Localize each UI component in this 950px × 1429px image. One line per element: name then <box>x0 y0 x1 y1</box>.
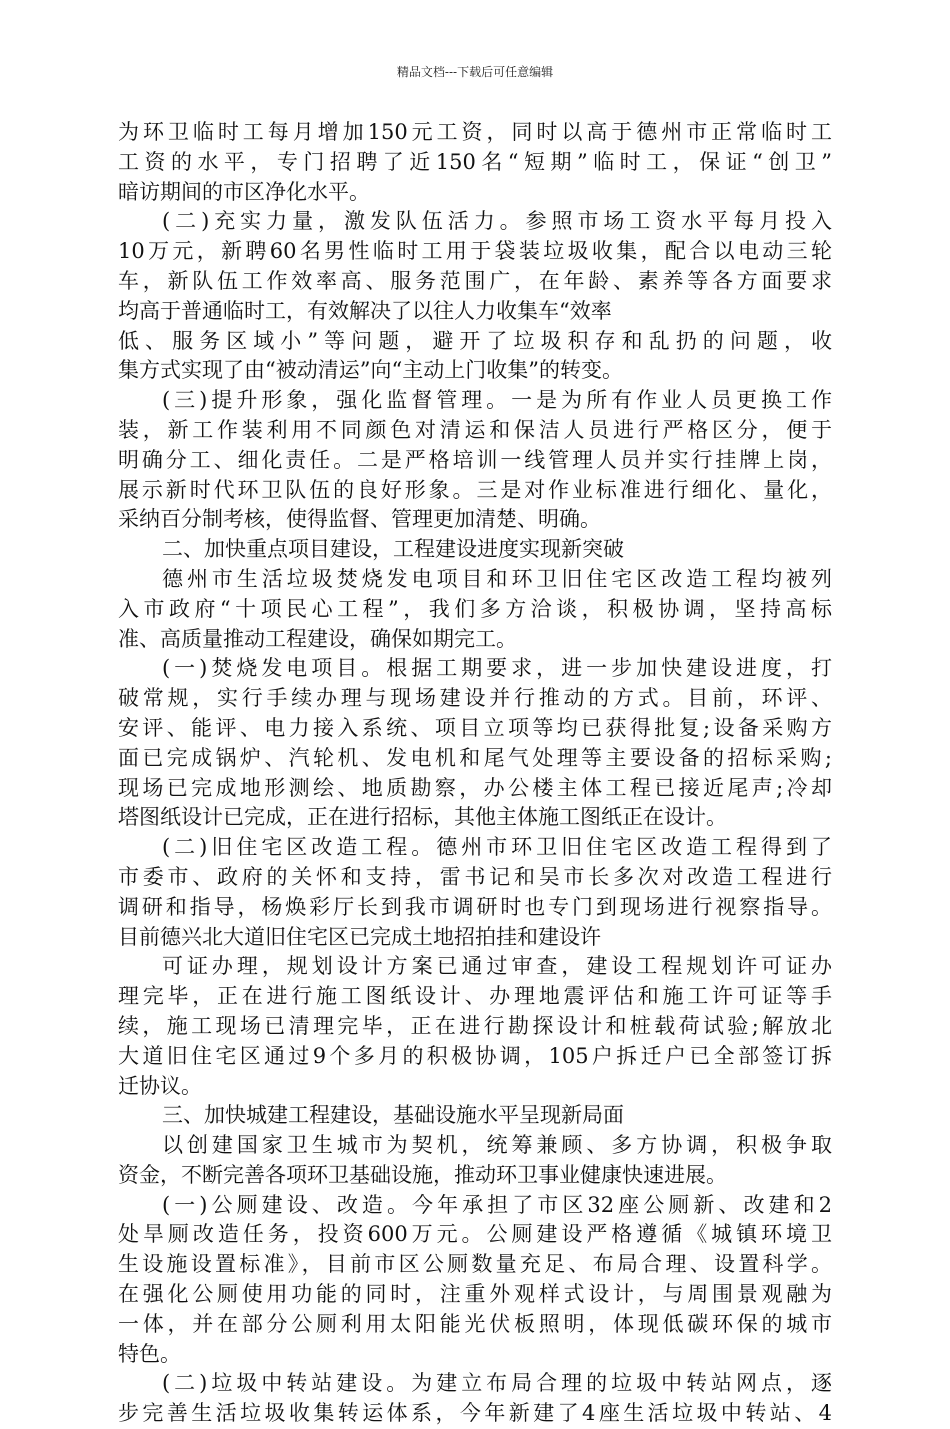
text-line: 均高于普通临时工，有效解决了以往人力收集车“效率 <box>118 298 612 323</box>
text-line: 市委市、政府的关怀和支持，雷书记和吴市长多次对改造工程进行 <box>118 864 832 889</box>
text-line: 车，新队伍工作效率高、服务范围广，在年龄、素养等各方面要求 <box>118 268 832 293</box>
text-line: 现场已完成地形测绘、地质勘察，办公楼主体工程已接近尾声;冷却 <box>118 775 832 800</box>
page-header: 精品文档---下载后可任意编辑 <box>396 65 554 79</box>
text-line: 迁协议。 <box>118 1073 202 1098</box>
text-line: 目前德兴北大道旧住宅区已完成土地招拍挂和建设许 <box>118 924 601 949</box>
text-line: 生设施设置标准》，目前市区公厕数量充足、布局合理、设置科学。 <box>118 1252 832 1277</box>
text-line: 资金，不断完善各项环卫基础设施，推动环卫事业健康快速进展。 <box>118 1162 727 1187</box>
text-line: 准、高质量推动工程建设，确保如期完工。 <box>118 626 517 651</box>
text-line: 可证办理，规划设计方案已通过审查，建设工程规划许可证办 <box>162 954 832 979</box>
text-line: 塔图纸设计已完成，正在进行招标，其他主体施工图纸正在设计。 <box>118 805 727 830</box>
text-line: 以创建国家卫生城市为契机，统筹兼顾、多方协调，积极争取 <box>162 1133 832 1158</box>
text-line: 暗访期间的市区净化水平。 <box>118 179 370 204</box>
text-line: 安评、能评、电力接入系统、项目立项等均已获得批复;设备采购方 <box>118 715 832 740</box>
text-line: 在强化公厕使用功能的同时，注重外观样式设计，与周围景观融为 <box>118 1282 832 1307</box>
text-line: 理完毕，正在进行施工图纸设计、办理地震评估和施工许可证等手 <box>118 984 832 1009</box>
text-line: (三)提升形象，强化监督管理。一是为所有作业人员更换工作 <box>162 388 832 413</box>
text-line: (一)焚烧发电项目。根据工期要求，进一步加快建设进度，打 <box>162 656 832 681</box>
text-line: 处旱厕改造任务，投资600万元。公厕建设严格遵循《城镇环境卫 <box>118 1222 832 1247</box>
text-line: 一体，并在部分公厕利用太阳能光伏板照明，体现低碳环保的城市 <box>118 1311 832 1336</box>
text-line: 面已完成锅炉、汽轮机、发电机和尾气处理等主要设备的招标采购; <box>118 745 832 770</box>
text-line: 德州市生活垃圾焚烧发电项目和环卫旧住宅区改造工程均被列 <box>162 566 832 591</box>
text-line: 调研和指导，杨焕彩厅长到我市调研时也专门到现场进行视察指导。 <box>118 894 832 919</box>
text-line: (二)旧住宅区改造工程。德州市环卫旧住宅区改造工程得到了 <box>162 835 832 860</box>
text-line: 10万元，新聘60名男性临时工用于袋装垃圾收集，配合以电动三轮 <box>118 239 832 264</box>
text-line: 采纳百分制考核，使得监督、管理更加清楚、明确。 <box>118 507 601 532</box>
text-line: 步完善生活垃圾收集转运体系，今年新建了4座生活垃圾中转站、4 <box>118 1401 832 1426</box>
text-line: 大道旧住宅区通过9个多月的积极协调，105户拆迁户已全部签订拆 <box>118 1043 832 1068</box>
text-line: 特色。 <box>118 1341 181 1366</box>
text-line: 低、服务区域小”等问题，避开了垃圾积存和乱扔的问题，收 <box>118 328 832 353</box>
text-line: 展示新时代环卫队伍的良好形象。三是对作业标准进行细化、量化， <box>118 477 832 502</box>
text-line: 三、加快城建工程建设，基础设施水平呈现新局面 <box>162 1103 624 1128</box>
text-line: (一)公厕建设、改造。今年承担了市区32座公厕新、改建和2 <box>162 1192 832 1217</box>
text-line: 工资的水平，专门招聘了近150名“短期”临时工，保证“创卫” <box>118 149 832 174</box>
text-line: 为环卫临时工每月增加150元工资，同时以高于德州市正常临时工 <box>118 120 832 144</box>
text-line: 集方式实现了由“被动清运”向“主动上门收集”的转变。 <box>118 358 623 383</box>
text-line: (二)充实力量，激发队伍活力。参照市场工资水平每月投入 <box>162 209 832 234</box>
document-body <box>118 118 832 1429</box>
text-line: 明确分工、细化责任。二是严格培训一线管理人员并实行挂牌上岗， <box>118 447 832 472</box>
text-line: 装，新工作装利用不同颜色对清运和保洁人员进行严格区分，便于 <box>118 417 832 442</box>
text-line: 二、加快重点项目建设，工程建设进度实现新突破 <box>162 537 624 562</box>
text-line: 续，施工现场已清理完毕，正在进行勘探设计和桩载荷试验;解放北 <box>118 1013 832 1038</box>
text-line: (二)垃圾中转站建设。为建立布局合理的垃圾中转站网点，逐 <box>162 1371 832 1396</box>
text-line: 破常规，实行手续办理与现场建设并行推动的方式。目前，环评、 <box>118 686 832 711</box>
text-line: 入市政府“十项民心工程”，我们多方洽谈，积极协调，坚持高标 <box>118 596 832 621</box>
